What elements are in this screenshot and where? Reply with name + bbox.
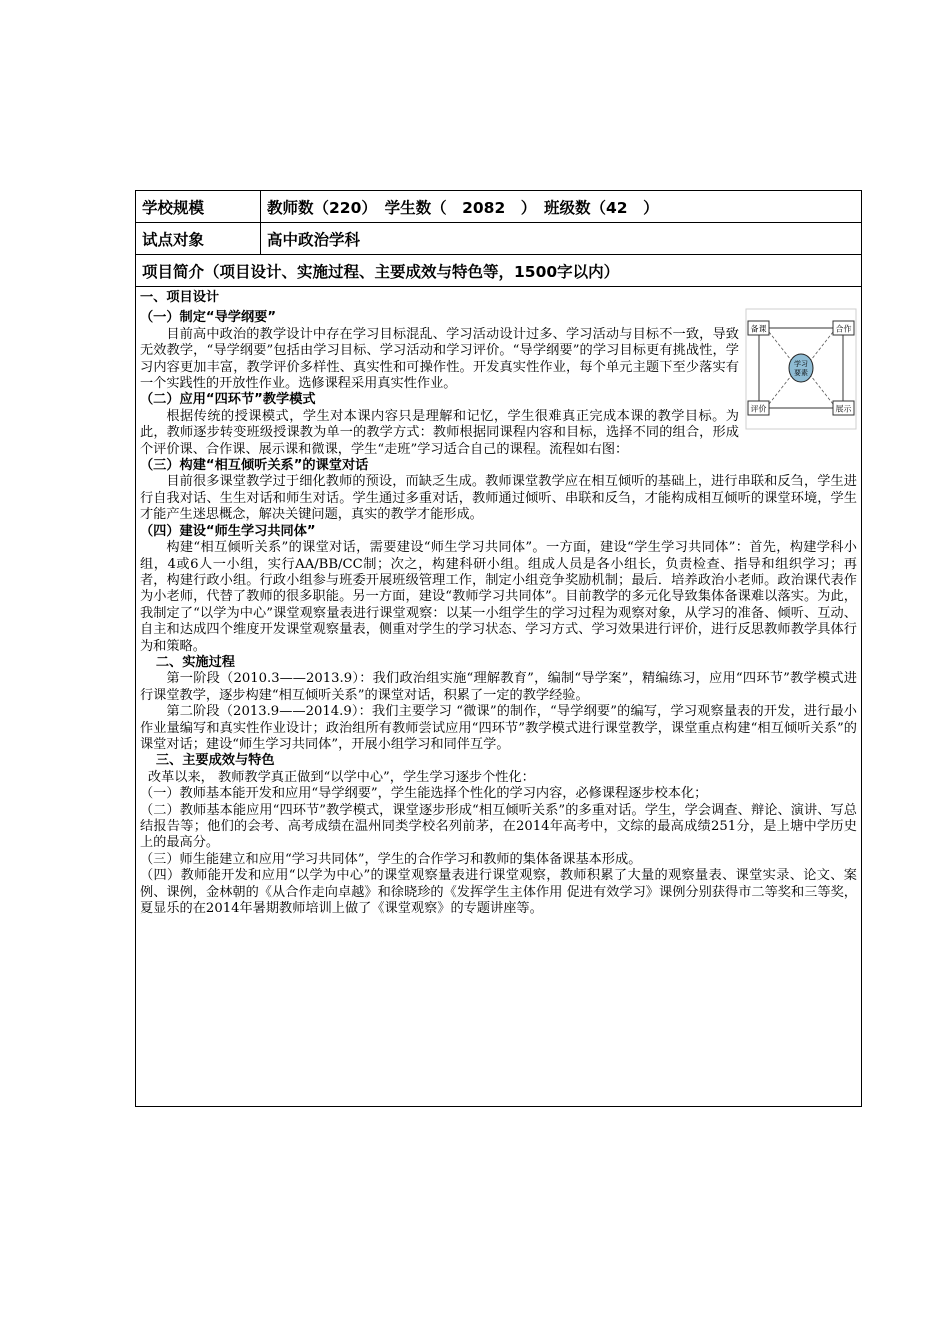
diagram-node-prep: 备课	[750, 324, 767, 334]
diagram-node-show: 展示	[835, 404, 852, 414]
document-page	[135, 190, 862, 1107]
subsection-1-text: 目前高中政治的教学设计中存在学习目标混乱、学习活动设计过多、学习活动与目标不一致，导致无效教学，“导学纲要”包括由学习目标、学习活动和学习评价。“导学纲要”的学习目标更有挑战性，学习内容更加丰富，教学评价多样性、真实性和可操作性。开发真实性作业，每个单元主题下至少落实有一个实践性的开放性作业。选修课程采用真实性作业。	[140, 326, 739, 392]
implementation-stage-2: 第二阶段（2013.9——2014.9）：我们主要学习 “微课”的制作，“导学纲要”的编写，学习观察量表的开发，进行最小作业量编写和真实性作业设计；政治组所有教师尝试应用“四环节”教学模式进行课堂教学，课堂重点构建“相互倾听关系”的课堂对话；建设“师生学习共同体”，开展小组学习和同伴互学。	[140, 704, 857, 752]
pilot-target-value: 高中政治学科	[261, 223, 862, 255]
project-content	[136, 287, 862, 1107]
pilot-target-row	[136, 223, 862, 255]
section-project-design-title: 一、项目设计	[140, 290, 220, 305]
subsection-3-text: 目前很多课堂教学过于细化教师的预设，而缺乏生成。教师课堂教学应在相互倾听的基础上，进行串联和反刍，学生进行自我对话、生生对话和师生对话。学生通过多重对话，教师通过倾听、串联和反刍，才能构成相互倾听的课堂环境，学生才能产生迷思概念，解决关键问题，真实的教学才能形成。	[140, 474, 857, 523]
school-scale-row	[136, 191, 862, 223]
four-step-flow-diagram	[745, 308, 857, 430]
project-content-row	[136, 287, 862, 1107]
subsection-3-title: （三）构建“相互倾听关系”的课堂对话	[140, 458, 369, 474]
pilot-target-label: 试点对象	[136, 223, 261, 255]
diagram-node-cooperate: 合作	[835, 324, 852, 334]
results-item-1: （一）教师基本能开发和应用“导学纲要”，学生能选择个性化的学习内容，必修课程逐步校本化；	[140, 786, 708, 802]
results-intro: 改革以来， 教师教学真正做到“以学中心”，学生学习逐步个性化：	[147, 769, 535, 785]
implementation-stage-1: 第一阶段（2010.3——2013.9）：我们政治组实施“理解教育”，编制“导学案”，精编练习，应用“四环节”教学模式进行课堂教学，逐步构建“相互倾听关系”的课堂对话，积累了一定的教学经验。	[140, 671, 857, 703]
diagram-center-line1: 学习	[794, 360, 808, 368]
section-results-title: 三、主要成效与特色	[155, 753, 275, 769]
subsection-4-title: （四）建设“师生学习共同体”	[140, 523, 316, 539]
subsection-2-text: 根据传统的授课模式，学生对本课内容只是理解和记忆，学生很难真正完成本课的教学目标。为此，教师逐步转变班级授课教为单一的教学方式：教师根据同课程内容和目标，选择不同的组合，形成个评价课、合作课、展示课和微课，学生“走班”学习适合自己的课程。流程如右图：	[140, 408, 739, 457]
school-scale-label: 学校规模	[136, 191, 261, 223]
results-item-3: （三）师生能建立和应用“学习共同体”，学生的合作学习和教师的集体备课基本形成。	[140, 851, 642, 867]
project-intro-header: 项目简介（项目设计、实施过程、主要成效与特色等，1500字以内）	[136, 255, 862, 287]
diagram-center-line2: 要素	[794, 369, 808, 377]
subsection-2-title: （二）应用“四环节”教学模式	[140, 392, 316, 408]
section-implementation-title: 二、实施过程	[155, 654, 235, 670]
diagram-node-evaluate: 评价	[750, 404, 767, 414]
results-item-2: （二）教师基本能应用“四环节”教学模式，课堂逐步形成“相互倾听关系”的多重对话。学生，学会调查、辩论、演讲、写总结报告等；他们的会考、高考成绩在温州同类学校名列前茅，在2014年高考中，文综的最高成绩251分，是上塘中学历史上的最高分。	[140, 802, 857, 851]
subsection-4-text: 构建“相互倾听关系”的课堂对话，需要建设“师生学习共同体”。一方面，建设“学生学习共同体”：首先，构建学科小组，4或6人一小组，实行AA/BB/CC制；次之，构建科研小组。组成人员是各小组长，负责检查、指导和组织学习；再者，构建行政小组。行政小组参与班委开展班级管理工作，制定小组竞争奖励机制；最后．培养政治小老师。政治课代表作为小老师，代替了教师的很多职能。另一方面，建设“教师学习共同体”。目前教学的多元化导致集体备课难以落实。为此，我制定了“以学为中心”课堂观察量表进行课堂观察：以某一小组学生的学习过程为观察对象，从学习的准备、倾听、互动、自主和达成四个维度开发课堂观察量表，侧重对学生的学习状态、学习方式、学习效果进行评价，进行反思教师教学具体行为和策略。	[140, 540, 857, 654]
school-scale-value: 教师数（220） 学生数（ 2082 ） 班级数（42 ）	[261, 191, 862, 223]
project-intro-header-row	[136, 255, 862, 287]
subsection-1-title: （一）制定“导学纲要”	[140, 310, 277, 326]
application-form-table	[135, 190, 862, 1107]
results-item-4: （四）教师能开发和应用“以学为中心”的课堂观察量表进行课堂观察，教师积累了大量的观察量表、课堂实录、论文、案例、课例，金林朝的《从合作走向卓越》和徐晓珍的《发挥学生主体作用 促进有效学习》课例分别获得市二等奖和三等奖，夏显乐的在2014年暑期教师培训上做了《课堂观察》的专题讲座等。	[140, 868, 857, 917]
